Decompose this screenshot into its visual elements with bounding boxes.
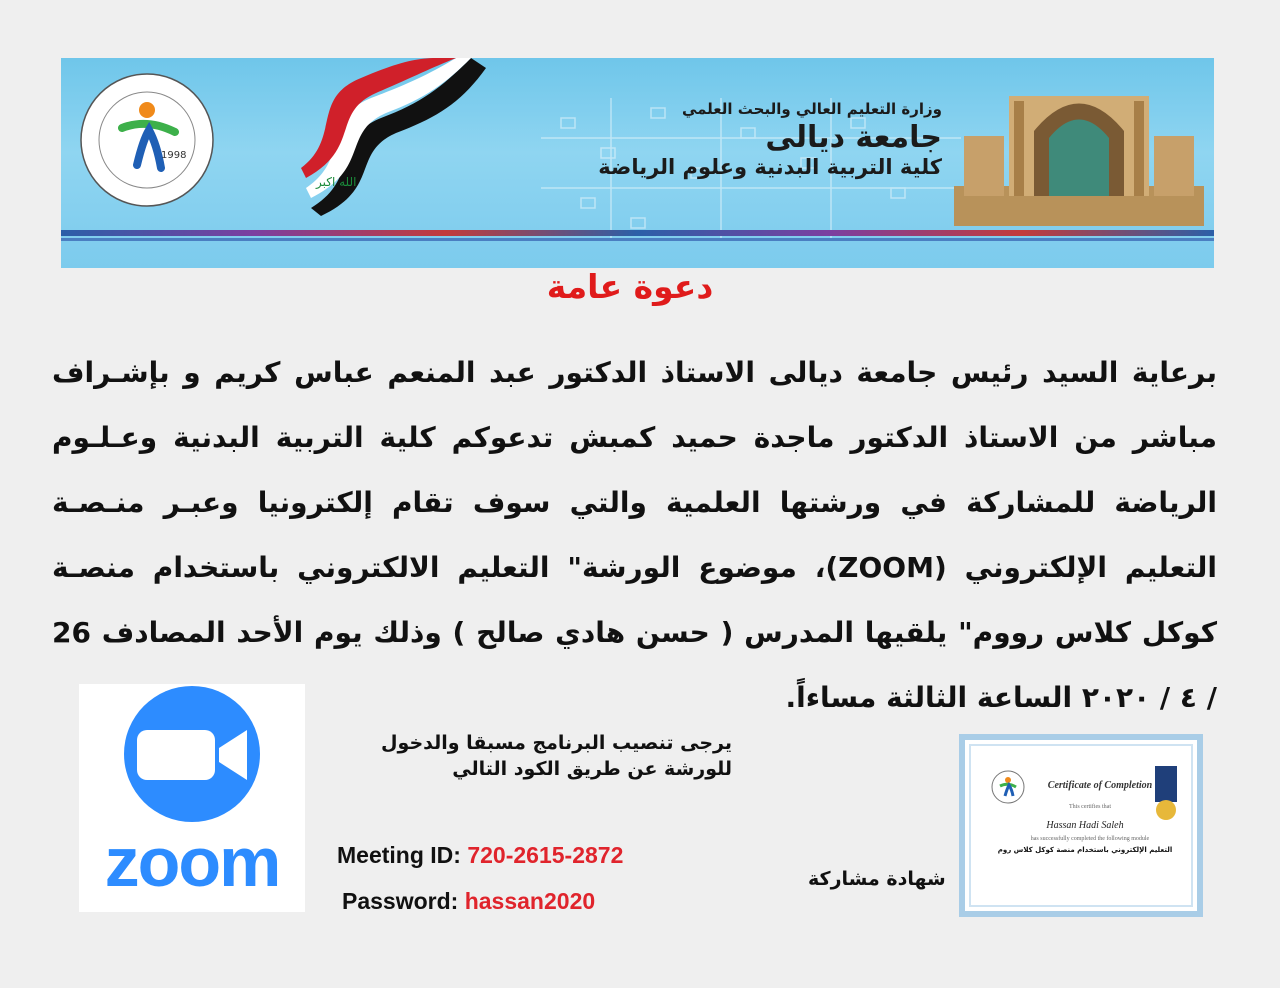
zoom-logo [79, 684, 305, 912]
body-line: / ٤ / ٢٠٢٠ الساعة الثالثة مساءاً. [785, 681, 1217, 714]
password-label: Password: [342, 888, 465, 914]
certificate-title: Certificate of Completion [1047, 780, 1153, 791]
zoom-wordmark: zoom [104, 823, 280, 901]
certificate-course: التعليم الإلكتروني باستخدام منصة كوكل كلاس روم [997, 846, 1173, 854]
seal-year: 1998 [161, 150, 187, 161]
invitation-title: دعوة عامة [546, 267, 714, 306]
instruction-line: للورشة عن طريق الكود التالي [452, 758, 732, 780]
certificate-certify: This certifies that [1069, 804, 1111, 810]
meeting-id [337, 842, 623, 869]
certificate-completed: has successfully completed the following module [1030, 836, 1150, 842]
invitation-body [52, 340, 1217, 730]
banner-stripe [61, 230, 1214, 236]
banner-stripe-thin [61, 238, 1214, 241]
banner-titles [582, 100, 942, 179]
certificate-name: Hassan Hadi Saleh [1046, 820, 1124, 831]
certificate-image [959, 734, 1203, 917]
flag-ribbon-icon [211, 58, 501, 218]
meeting-id-label: Meeting ID: [337, 842, 468, 868]
install-instructions [330, 730, 732, 782]
body-line: مباشر من الاستاذ الدكتور ماجدة حميد كمبش تدعوكم كلية التربية البدنية وعـلـوم [52, 421, 1217, 454]
university-building-icon [954, 76, 1204, 226]
ministry-name: وزارة التعليم العالي والبحث العلمي [681, 100, 942, 118]
certificate-seal-icon [991, 770, 1025, 804]
body-line: التعليم الإلكتروني (ZOOM)، موضوع الورشة" التعليم الالكتروني باستخدام منصـة [52, 551, 1218, 584]
university-name: جامعة ديالى [765, 120, 942, 155]
meeting-password [342, 888, 595, 915]
password-value: hassan2020 [464, 888, 596, 914]
body-line: كوكل كلاس رووم" يلقيها المدرس ( حسن هادي صالح ) وذلك يوم الأحد المصادف 26 [52, 616, 1217, 649]
instruction-line: يرجى تنصيب البرنامج مسبقا والدخول [381, 732, 732, 754]
certificate-label: شهادة مشاركة [808, 868, 946, 890]
zoom-camera-icon [79, 684, 305, 824]
header-banner [61, 58, 1214, 268]
body-line: الرياضة للمشاركة في ورشتها العلمية والتي سوف تقام إلكترونيا وعبـر منـصـة [52, 486, 1217, 519]
certificate-ribbon-icon [1153, 766, 1179, 826]
meeting-id-value: 720-2615-2872 [467, 842, 624, 868]
college-seal-icon [77, 70, 217, 210]
college-name: كلية التربية البدنية وعلوم الرياضة [598, 155, 942, 179]
body-line: برعاية السيد رئيس جامعة ديالى الاستاذ الدكتور عبد المنعم عباس كريم و بإشـراف [52, 356, 1217, 389]
svg-text:الله اكبر: الله اكبر [316, 175, 357, 189]
